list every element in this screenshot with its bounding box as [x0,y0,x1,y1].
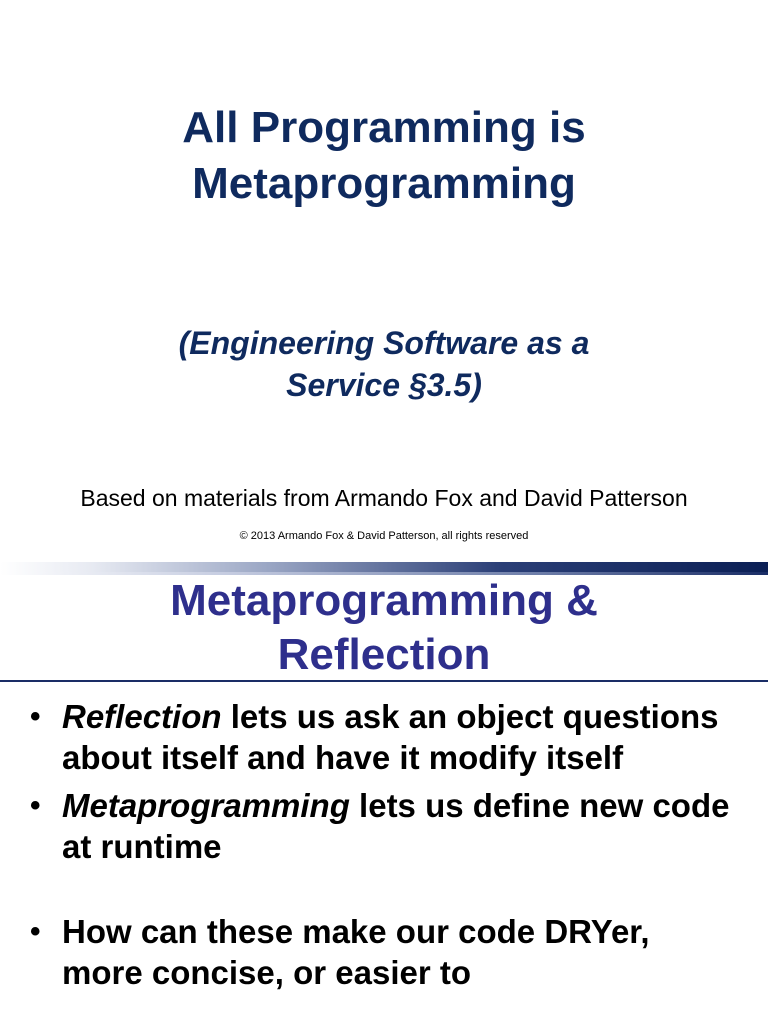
bullet-item [0,911,768,993]
bullet-item [0,785,768,867]
bullet-text: lets us ask an object questions about itself and have it modify itself [62,698,719,776]
section-title-line-2: Reflection [277,630,491,679]
slide-title [0,100,768,212]
attribution-text: Based on materials from Armando Fox and David Patterson [80,485,688,511]
slide-title-line-1: All Programming is [182,103,586,152]
bullet-term: Reflection [62,698,222,735]
section-title-line-1: Metaprogramming & [170,576,598,625]
slide-subtitle-line-1: (Engineering Software as a [178,325,590,361]
slide-title-line-2: Metaprogramming [192,159,576,208]
bullet-marker: • [30,789,41,822]
title-rule [0,680,768,682]
bullet-text: lets us define new code at runtime [62,787,730,865]
bullet-list [0,696,768,1000]
bullet-text: How can these make our code DRYer, more concise, or easier to [62,913,650,991]
bullet-marker: • [30,915,41,948]
copyright-notice: © 2013 Armando Fox & David Patterson, all rights reserved [239,530,529,542]
bullet-marker: • [30,700,41,733]
section-title [0,574,768,682]
bullet-term: Metaprogramming [62,787,350,824]
slide-subtitle-line-2: Service §3.5) [286,367,482,403]
bullet-item [0,696,768,778]
slide-subtitle [0,322,768,406]
